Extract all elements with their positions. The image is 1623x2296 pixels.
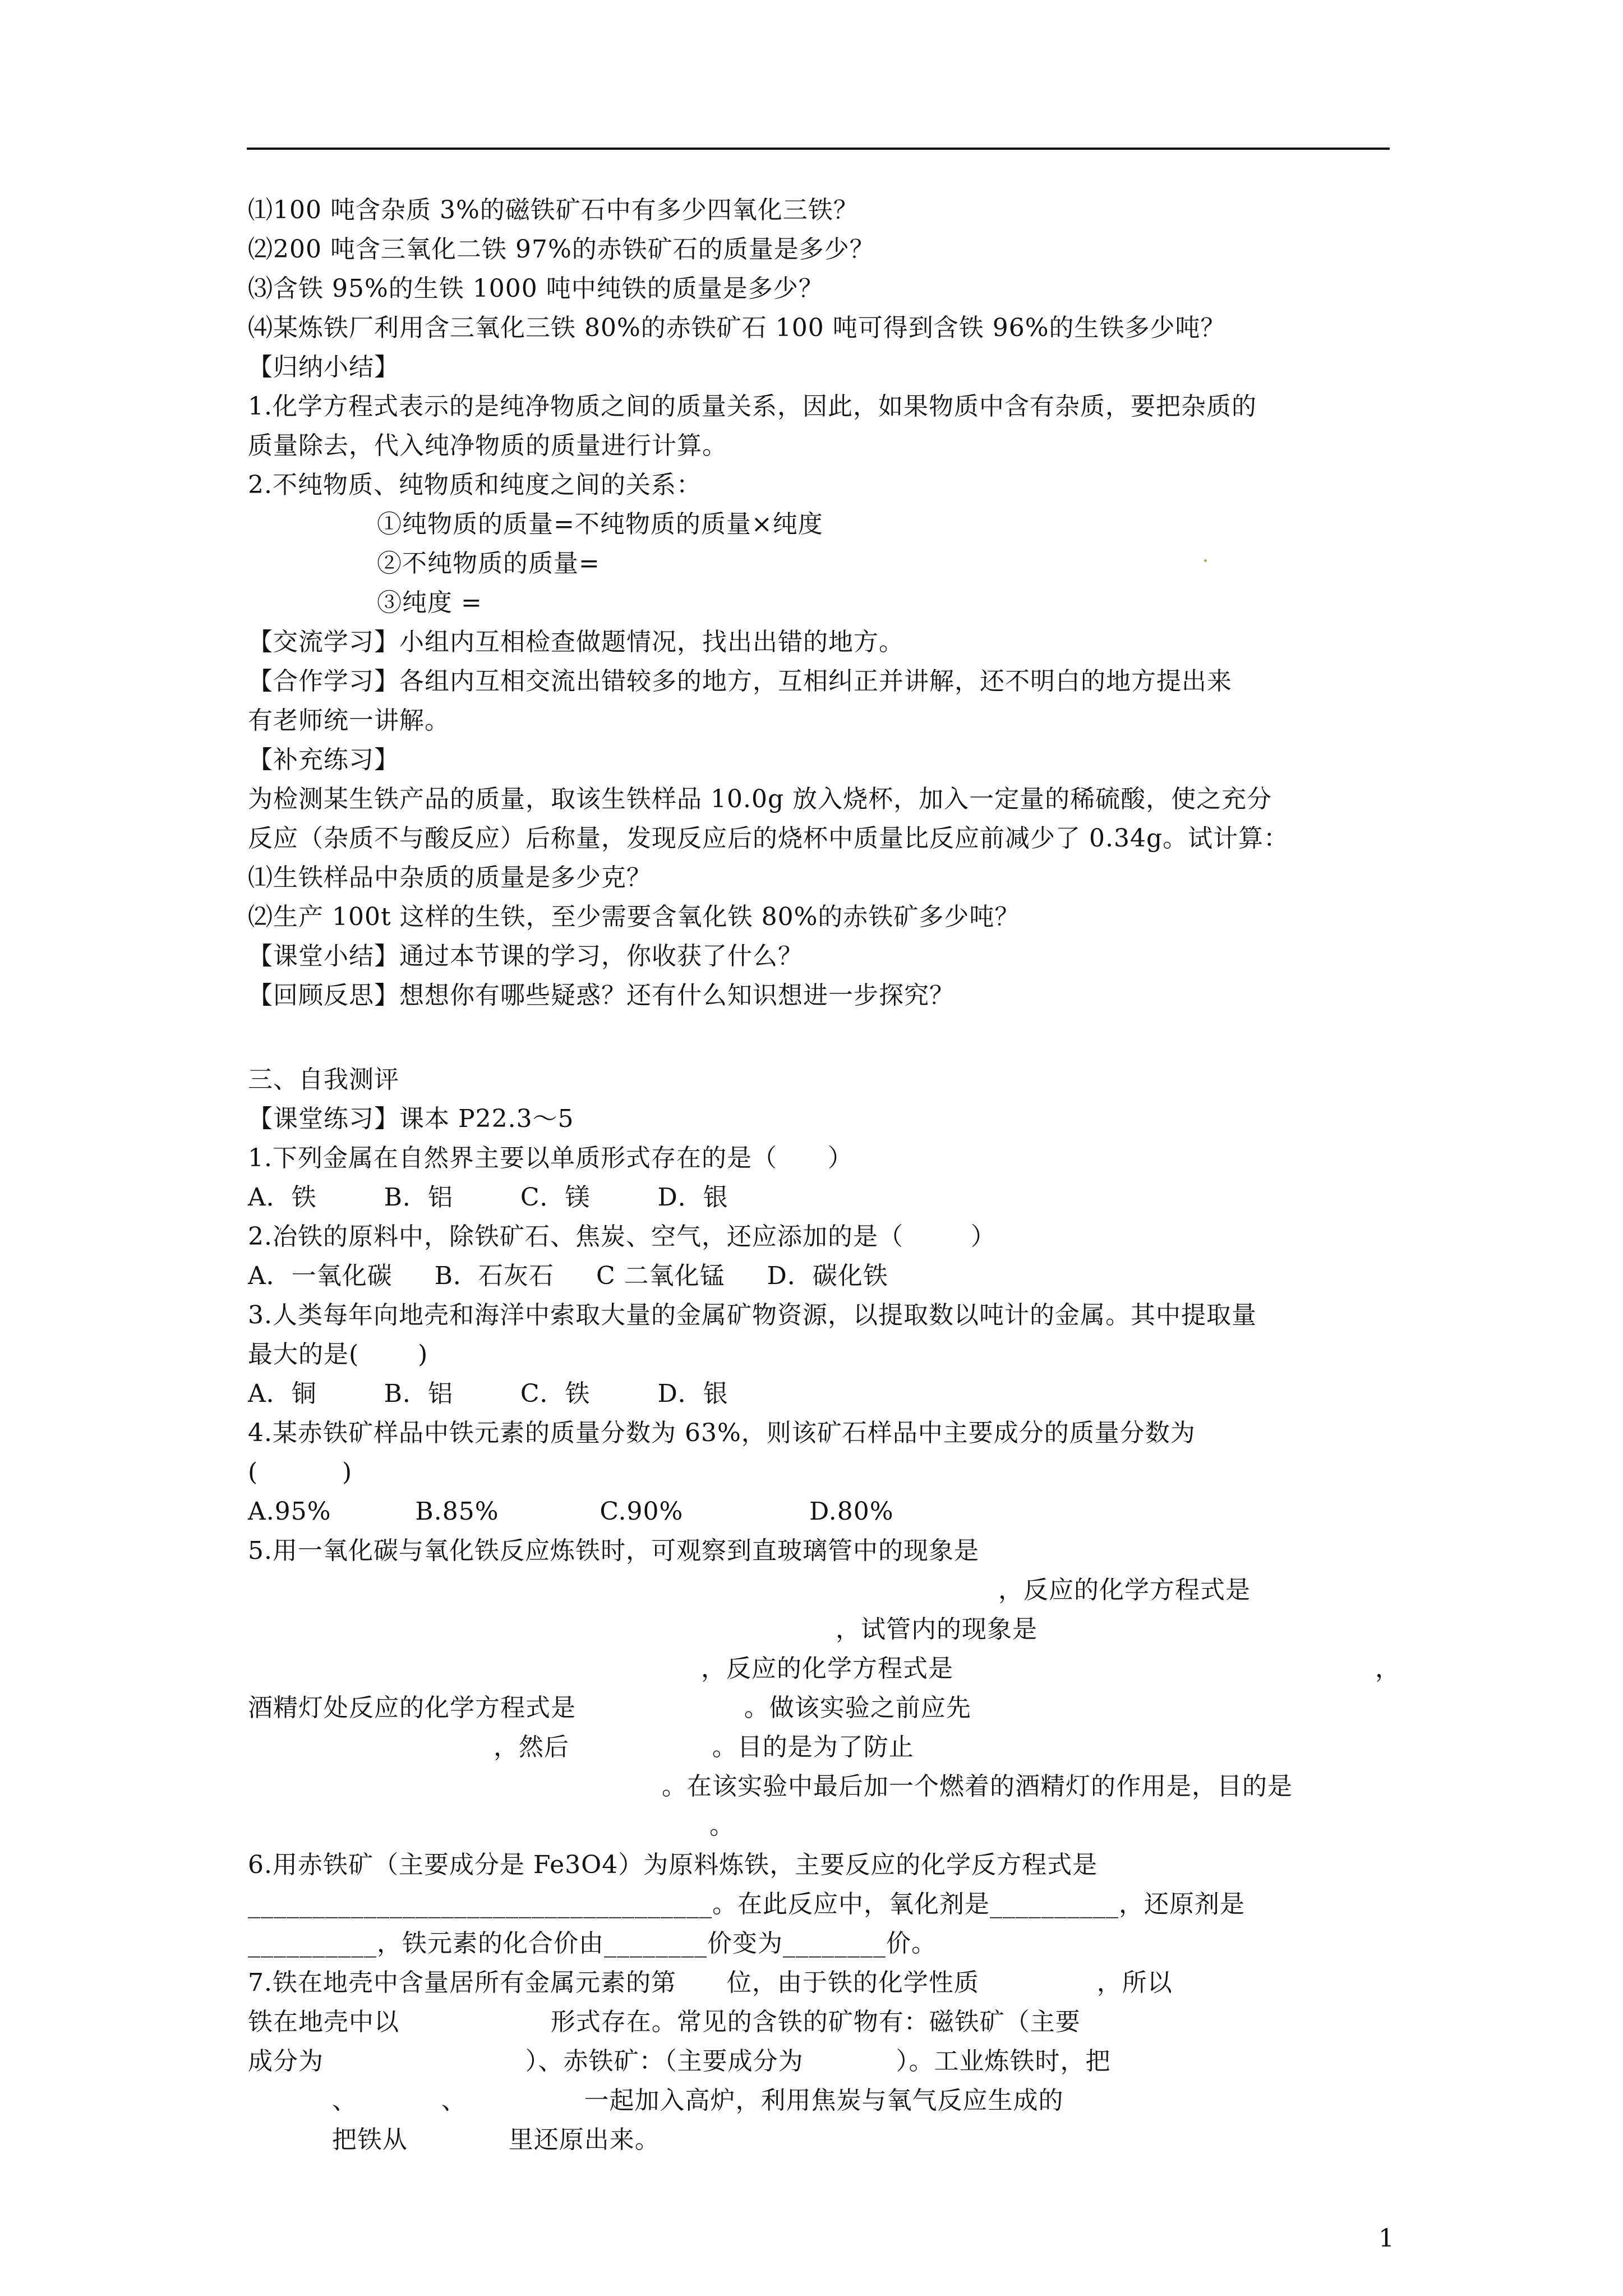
text-line: ， [1375,1654,1400,1683]
text-line: 为检测某生铁产品的质量，取该生铁样品 10.0g 放入烧杯，加入一定量的稀硫酸，使之充分 [248,785,1272,813]
text-line: ，反应的化学方程式是 [701,1654,953,1683]
text-line: 【交流学习】小组内互相检查做题情况，找出出错的地方。 [248,628,904,656]
text-line: 反应（杂质不与酸反应）后称量，发现反应后的烧杯中质量比反应前减少了 0.34g。试计算： [248,824,1289,853]
text-line: ③纯度 = [377,588,482,617]
header-rule [247,148,1390,150]
options: A．铁 B．铝 C．镁 D．银 [248,1183,728,1212]
text-line: 成分为 ）、赤铁矿：（主要成分为 ）。工业炼铁时，把 [248,2047,1111,2076]
text-line: ⑴生铁样品中杂质的质量是多少克？ [248,863,652,892]
text-line: 【课堂小结】通过本节课的学习，你收获了什么？ [248,942,803,970]
options: A．一氧化碳 B．石灰石 C 二氧化锰 D．碳化铁 [248,1262,888,1290]
text-line: 有老师统一讲解。 [248,706,450,735]
text-line: 。在该实验中最后加一个燃着的酒精灯的作用是，目的是 [662,1772,1293,1801]
question: 5.用一氧化碳与氧化铁反应炼铁时，可观察到直玻璃管中的现象是 [248,1536,979,1565]
text-line: 把铁从 里还原出来。 [248,2125,660,2154]
text-line: 质量除去，代入纯净物质的质量进行计算。 [248,431,727,460]
question: 最大的是( ) [248,1340,428,1369]
text-line: 【合作学习】各组内互相交流出错较多的地方，互相纠正并讲解，还不明白的地方提出来 [248,667,1232,696]
options: A．铜 B．铝 C．铁 D．银 [248,1379,728,1408]
question: 2.冶铁的原料中，除铁矿石、焦炭、空气，还应添加的是（ ） [248,1222,996,1251]
text-line: __________，铁元素的化合价由________价变为________价。 [248,1929,937,1958]
question: 1.下列金属在自然界主要以单质形式存在的是（ ） [248,1144,853,1172]
text-line: ____________________________________。在此反应中，氧化剂是__________，还原剂是 [248,1890,1245,1918]
text-line: ②不纯物质的质量= [377,549,600,578]
question: 6.用赤铁矿（主要成分是 Fe3O4）为原料炼铁，主要反应的化学反方程式是 [248,1851,1098,1879]
page-number: 1 [1378,2224,1394,2253]
text-line: 1.化学方程式表示的是纯净物质之间的质量关系，因此，如果物质中含有杂质，要把杂质的 [248,392,1257,421]
text-line: ，然后 。目的是为了防止 [494,1733,914,1761]
text-line: ，试管内的现象是 [836,1615,1038,1644]
text-line: ①纯物质的质量=不纯物质的质量×纯度 [377,510,823,539]
stray-mark [1204,559,1207,562]
section-heading: 三、自我测评 [248,1065,399,1094]
section-heading: 【补充练习】 [248,746,399,774]
question: ( ) [248,1458,353,1487]
text-line: ⑴100 吨含杂质 3%的磁铁矿石中有多少四氧化三铁？ [248,196,859,224]
text-line: ⑷某炼铁厂利用含三氧化三铁 80%的赤铁矿石 100 吨可得到含铁 96%的生铁多少吨？ [248,314,1226,342]
text-line: ，反应的化学方程式是 [998,1576,1251,1604]
question: 4.某赤铁矿样品中铁元素的质量分数为 63%，则该矿石样品中主要成分的质量分数为 [248,1419,1196,1447]
question: 3.人类每年向地壳和海洋中索取大量的金属矿物资源，以提取数以吨计的金属。其中提取量 [248,1301,1257,1329]
options: A.95% B.85% C.90% D.80% [248,1497,894,1526]
text-line: 铁在地壳中以 形式存在。常见的含铁的矿物有：磁铁矿（主要 [248,2008,1081,2036]
text-line: ⑵200 吨含三氧化二铁 97%的赤铁矿石的质量是多少？ [248,235,875,264]
section-heading: 【归纳小结】 [248,353,399,381]
text-line: 酒精灯处反应的化学方程式是 。做该实验之前应先 [248,1694,971,1722]
text-line: ⑵生产 100t 这样的生铁，至少需要含氧化铁 80%的赤铁矿多少吨？ [248,903,1020,931]
question: 7.铁在地壳中含量居所有金属元素的第 位，由于铁的化学性质 ，所以 [248,1968,1173,1997]
text-line: 【课堂练习】课本 P22.3～5 [248,1105,574,1133]
text-line: 、 、 一起加入高炉，利用焦炭与氧气反应生成的 [248,2086,1064,2115]
text-line: 。 [709,1811,735,1840]
text-line: 【回顾反思】想想你有哪些疑惑？还有什么知识想进一步探究？ [248,981,955,1010]
text-line: ⑶含铁 95%的生铁 1000 吨中纯铁的质量是多少？ [248,274,824,303]
text-line: 2.不纯物质、纯物质和纯度之间的关系： [248,471,702,499]
